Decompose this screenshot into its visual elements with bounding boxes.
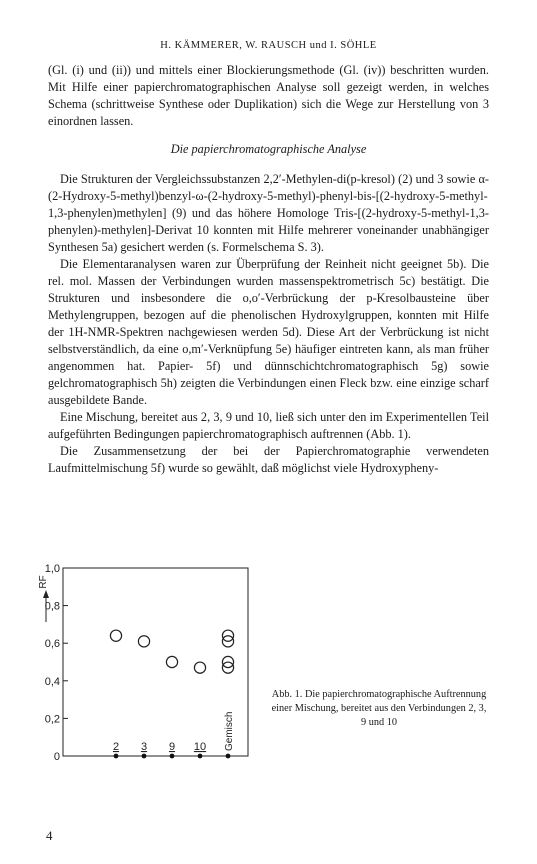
y-tick-label: 1,0: [44, 563, 60, 575]
lane-label: 3: [140, 741, 148, 753]
paragraph-1: (Gl. (i) und (ii)) und mittels einer Blockierungsmethode (Gl. (iv)) beschritten wurden. Mit Hilfe einer papierchromatographischen Analyse soll gezeigt werden, in welches Schema (schrittweise Synthese oder Duplikation) sich die Wege zur Herstellung von 3 einordnen lassen.: [48, 63, 489, 128]
chromatogram-spot: [110, 630, 121, 641]
y-tick-label: 0,6: [44, 638, 60, 651]
chromatogram-spot: [194, 662, 205, 673]
lane-label: 10: [193, 741, 207, 753]
paragraph-2: Die Strukturen der Vergleichssubstanzen 2,2′-Methylen-di(p-kresol) (2) und 3 sowie α-(2-Hydroxy-5-methyl)benzyl-ω-(2-hydroxy-5-methyl)-phenyl-bis-[(2-hydroxy-5-methyl-1,3-phenylen)methylen] (9) und das höhere Homologe Tris-[(2-hydroxy-5-methyl-1,3-phenylen)-methylen]-Derivat 10 konnten mit Hilfe mehrerer voneinander unabhängiger Synthesen 5a) gesichert werden (s. Formelschema S. 3).: [48, 172, 489, 254]
running-header: [0, 40, 537, 51]
start-point: [226, 754, 231, 759]
section-title: Die papierchromatographische Analyse: [170, 142, 367, 156]
lane-label: 2: [112, 741, 120, 753]
main-text: [48, 62, 489, 477]
paper-chromatogram-chart: [40, 560, 270, 775]
y-axis-arrow-head: [43, 590, 49, 598]
page-number: 4: [46, 828, 53, 843]
lane-label: Gemisch: [224, 711, 235, 751]
paragraph-4: Eine Mischung, bereitet aus 2, 3, 9 und 10, ließ sich unter den im Experimentellen Teil aufgeführten Bedingungen papierchromatographisch auftrennen (Abb. 1).: [48, 410, 489, 441]
chromatogram-spot: [166, 656, 177, 667]
lane-label: 9: [168, 741, 176, 753]
paragraph-3: Die Elementaranalysen waren zur Überprüfung der Reinheit nicht geeignet 5b). Die rel. mol. Massen der Verbindungen wurden massenspektrometrisch 5c) bestätigt. Die Strukturen und insbesondere die o,o′-Verbrückung der p-Kresolbausteine über Methylengruppen, bezogen auf die phenolischen Hydroxylgruppen, konnten mit Hilfe der 1H-NMR-Spektren nachgewiesen werden 5d). Diese Art der Verbrückung ist nicht selbstverständlich, da eine o,m′-Verknüpfung 5e) häufiger eintreten kann, als man früher angenommen hat. Papier- 5f) und dünnschichtchromatographisch 5g) sowie gelchromatographisch 5h) zeigten die Verbindungen einen Fleck bzw. eine einzige scharf ausgebildete Bande.: [48, 257, 489, 407]
start-point: [198, 754, 203, 759]
figure-caption: Abb. 1. Die papierchromatographische Auftrennung einer Mischung, bereitet aus den Verbindungen 2, 3, 9 und 10: [271, 689, 487, 728]
paragraph-5: Die Zusammensetzung der bei der Papierchromatographie verwendeten Laufmittelmischung 5f) wurde so gewählt, daß möglichst viele Hydroxypheny-: [48, 444, 489, 475]
y-tick-label: 0,4: [44, 675, 60, 688]
start-point: [114, 754, 119, 759]
chromatogram-spot: [138, 636, 149, 647]
y-tick-label: 0,8: [44, 600, 60, 613]
start-point: [142, 754, 147, 759]
y-tick-label: 0: [53, 751, 60, 763]
y-axis-label: RF: [38, 575, 49, 589]
header-authors: H. KÄMMERER, W. RAUSCH und I. SÖHLE: [160, 40, 377, 51]
plot-frame: [63, 568, 248, 756]
start-point: [170, 754, 175, 759]
y-tick-label: 0,2: [44, 713, 60, 726]
